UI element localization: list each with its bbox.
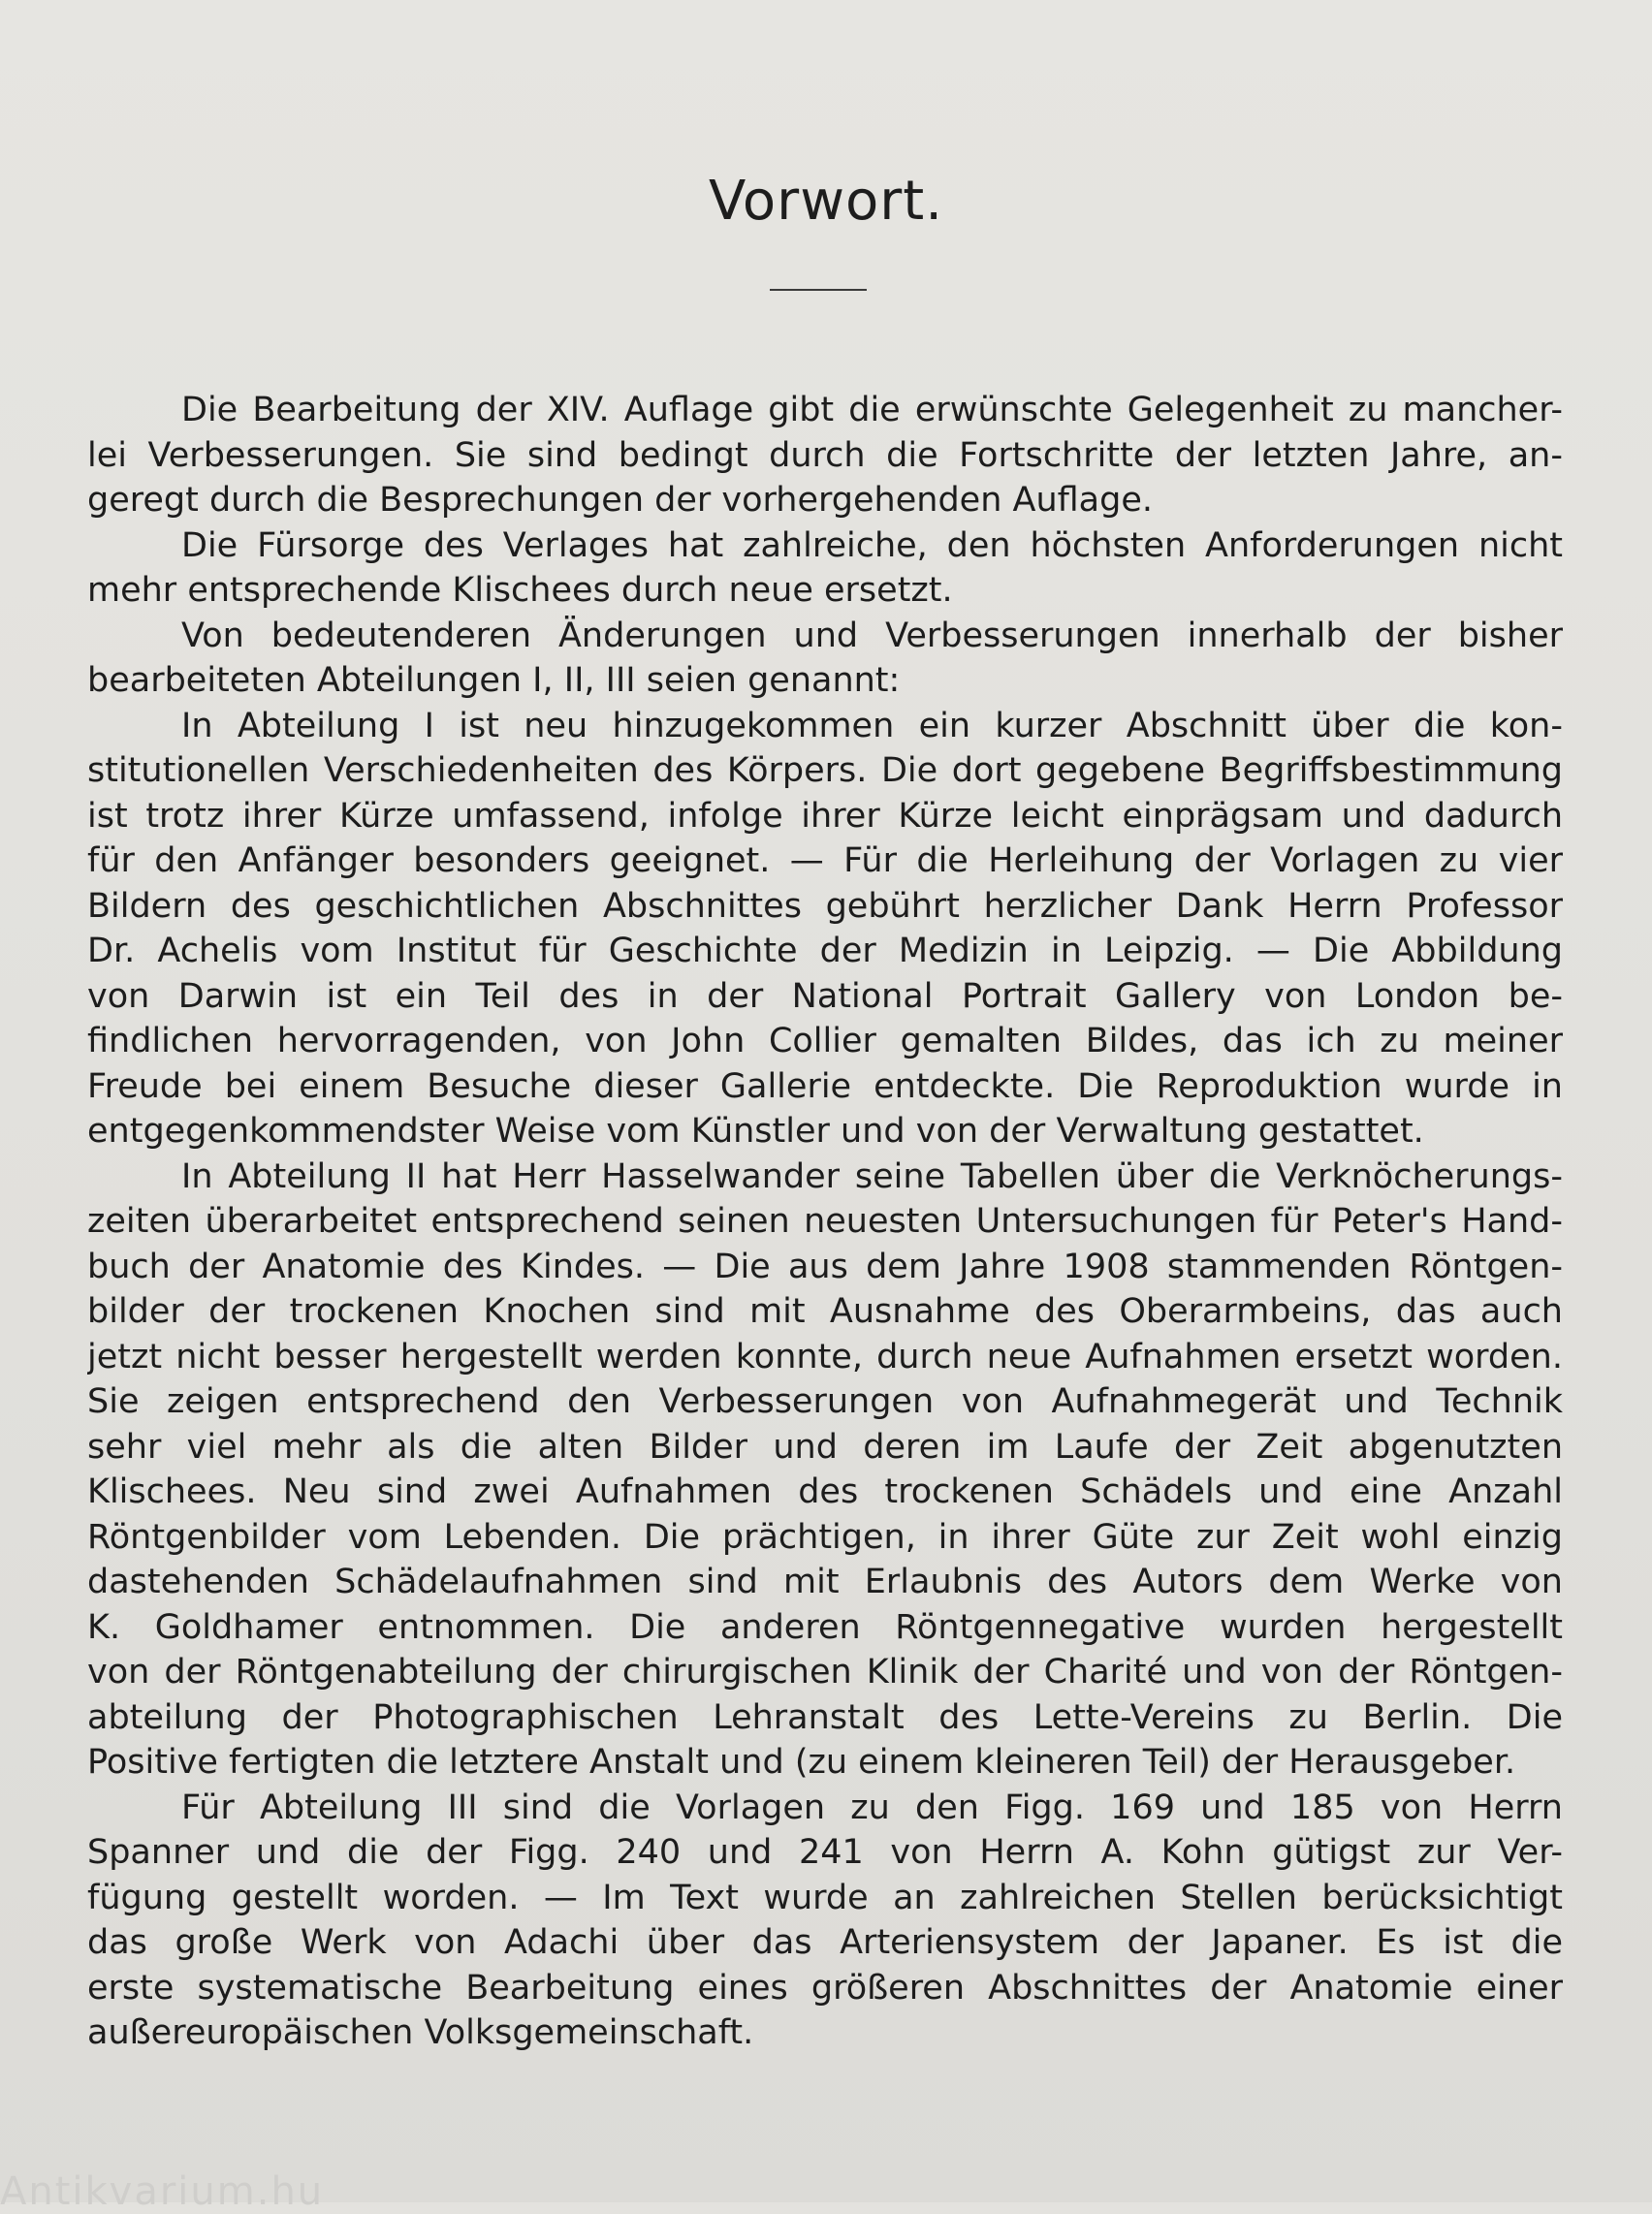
text-line: zeiten überarbeitet entsprechend seinen neuesten Untersuchungen für Peter's Hand- bbox=[87, 1202, 1563, 1241]
text-line: buch der Anatomie des Kindes. — Die aus dem Jahre 1908 stammenden Röntgen- bbox=[87, 1247, 1563, 1286]
text-line: Die Fürsorge des Verlages hat zahlreiche, den höchsten Anforderungen nicht bbox=[181, 525, 1563, 565]
text-line: geregt durch die Besprechungen der vorhergehenden Auflage. bbox=[87, 481, 1153, 520]
text-line: findlichen hervorragenden, von John Collier gemalten Bildes, das ich zu meiner bbox=[87, 1022, 1563, 1060]
text-line: In Abteilung I ist neu hinzugekommen ein kurzer Abschnitt über die kon- bbox=[181, 706, 1563, 745]
page-title: Vorwort. bbox=[708, 170, 944, 233]
text-line: für den Anfänger besonders geeignet. — Für die Herleihung der Vorlagen zu vier bbox=[87, 841, 1563, 880]
text-line: bearbeiteten Abteilungen I, II, III seien genannt: bbox=[87, 661, 901, 700]
text-line: Spanner und die der Figg. 240 und 241 von Herrn A. Kohn gütigst zur Ver- bbox=[87, 1833, 1563, 1872]
text-line: erste systematische Bearbeitung eines größeren Abschnittes der Anatomie einer bbox=[87, 1968, 1563, 2008]
text-line: von Darwin ist ein Teil des in der National Portrait Gallery von London be- bbox=[87, 976, 1563, 1016]
text-line: abteilung der Photographischen Lehranstalt des Lette-Vereins zu Berlin. Die bbox=[87, 1697, 1563, 1737]
text-line: stitutionellen Verschiedenheiten des Körpers. Die dort gegebene Begriffsbestimmung bbox=[87, 751, 1563, 790]
text-line: Die Bearbeitung der XIV. Auflage gibt die erwünschte Gelegenheit zu mancher- bbox=[181, 391, 1563, 429]
text-line: bilder der trockenen Knochen sind mit Ausnahme des Oberarmbeins, das auch bbox=[87, 1292, 1563, 1331]
watermark: Antikvarium.hu bbox=[0, 2169, 325, 2214]
text-line: K. Goldhamer entnommen. Die anderen Röntgennegative wurden hergestellt bbox=[87, 1607, 1563, 1647]
text-line: außereuropäischen Volksgemeinschaft. bbox=[87, 2013, 754, 2052]
text-line: Für Abteilung III sind die Vorlagen zu den Figg. 169 und 185 von Herrn bbox=[181, 1787, 1563, 1827]
text-line: Dr. Achelis vom Institut für Geschichte der Medizin in Leipzig. — Die Abbildung bbox=[87, 932, 1563, 970]
text-line: dastehenden Schädelaufnahmen sind mit Erlaubnis des Autors dem Werke von bbox=[87, 1563, 1563, 1601]
text-line: Sie zeigen entsprechend den Verbesserungen von Aufnahmegerät und Technik bbox=[87, 1382, 1563, 1421]
text-line: jetzt nicht besser hergestellt werden konnte, durch neue Aufnahmen ersetzt worden. bbox=[87, 1337, 1563, 1376]
text-line: von der Röntgenabteilung der chirurgischen Klinik der Charité und von der Röntgen- bbox=[87, 1653, 1563, 1692]
text-line: Bildern des geschichtlichen Abschnittes gebührt herzlicher Dank Herrn Professor bbox=[87, 886, 1563, 926]
text-line: entgegenkommendster Weise vom Künstler und von der Verwaltung gestattet. bbox=[87, 1112, 1424, 1151]
title-divider bbox=[770, 289, 867, 291]
text-line: In Abteilung II hat Herr Hasselwander seine Tabellen über die Verknöcherungs- bbox=[181, 1156, 1563, 1196]
text-line: das große Werk von Adachi über das Arteriensystem der Japaner. Es ist die bbox=[87, 1923, 1563, 1962]
text-line: Röntgenbilder vom Lebenden. Die prächtigen, in ihrer Güte zur Zeit wohl einzig bbox=[87, 1517, 1563, 1557]
text-line: mehr entsprechende Klischees durch neue ersetzt. bbox=[87, 571, 953, 610]
text-line: Von bedeutenderen Änderungen und Verbesserungen innerhalb der bisher bbox=[181, 616, 1563, 655]
text-line: sehr viel mehr als die alten Bilder und deren im Laufe der Zeit abgenutzten bbox=[87, 1427, 1563, 1467]
text-line: fügung gestellt worden. — Im Text wurde an zahlreichen Stellen berücksichtigt bbox=[87, 1878, 1563, 1917]
text-line: Klischees. Neu sind zwei Aufnahmen des trockenen Schädels und eine Anzahl bbox=[87, 1472, 1563, 1511]
text-line: lei Verbesserungen. Sie sind bedingt durch die Fortschritte der letzten Jahre, an- bbox=[87, 435, 1563, 475]
preface-body bbox=[87, 388, 1563, 2056]
text-line: Freude bei einem Besuche dieser Gallerie entdeckte. Die Reproduktion wurde in bbox=[87, 1066, 1563, 1106]
text-line: ist trotz ihrer Kürze umfassend, infolge ihrer Kürze leicht einprägsam und dadurch bbox=[87, 796, 1563, 836]
text-line: Positive fertigten die letztere Anstalt und (zu einem kleineren Teil) der Herausgeber. bbox=[87, 1743, 1516, 1782]
